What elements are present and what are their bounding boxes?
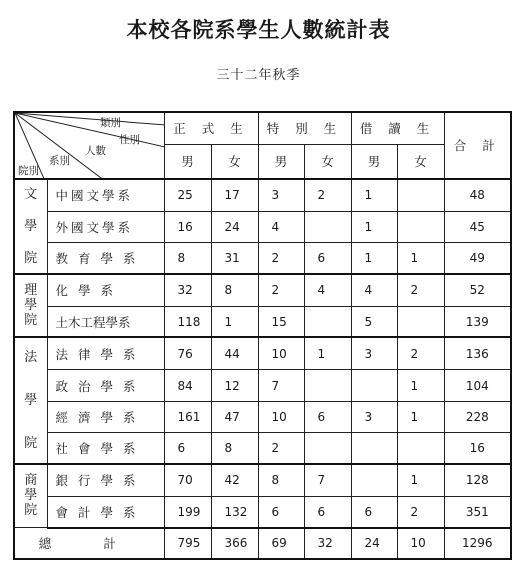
corner-label-category: 類別: [100, 117, 121, 129]
male-header: 男: [164, 144, 211, 178]
statistics-table: [13, 111, 512, 560]
corner-label-department: 系別: [49, 155, 70, 167]
total-cell: 16: [444, 433, 511, 464]
table-row: [14, 433, 511, 464]
value-cell: 8: [164, 242, 211, 273]
value-cell: 5: [351, 306, 397, 337]
value-cell: 31: [211, 242, 258, 273]
value-cell: 47: [211, 401, 258, 432]
total-cell: 52: [444, 274, 511, 306]
value-cell: 16: [164, 211, 211, 242]
value-cell: [397, 306, 444, 337]
value-cell: 24: [211, 211, 258, 242]
department-name: 政 治 學 系: [47, 370, 164, 401]
value-cell: 6: [258, 496, 304, 527]
value-cell: [397, 433, 444, 464]
value-cell: [351, 370, 397, 401]
total-cell: 228: [444, 401, 511, 432]
value-cell: 118: [164, 306, 211, 337]
table-row: [14, 179, 511, 211]
grand-total-value: 10: [397, 528, 444, 559]
value-cell: 32: [164, 274, 211, 306]
page-subtitle: 三十二年秋季: [216, 68, 301, 83]
value-cell: 199: [164, 496, 211, 527]
grand-total-value: 32: [304, 528, 351, 559]
value-cell: 3: [351, 401, 397, 432]
value-cell: 84: [164, 370, 211, 401]
value-cell: 2: [397, 496, 444, 527]
group-header-special: 特 別 生: [258, 112, 351, 144]
department-name: 化 學 系: [47, 274, 164, 306]
female-header: 女: [397, 144, 444, 178]
value-cell: 132: [211, 496, 258, 527]
college-cell-science: 理 學 院: [14, 274, 47, 338]
value-cell: 17: [211, 179, 258, 211]
table-row: [14, 274, 511, 306]
department-name: 銀 行 學 系: [47, 464, 164, 496]
table-row: [14, 211, 511, 242]
group-header-regular: 正 式 生: [164, 112, 258, 144]
department-name: 會 計 學 系: [47, 496, 164, 527]
value-cell: 3: [258, 179, 304, 211]
table-row: [14, 464, 511, 496]
value-cell: 70: [164, 464, 211, 496]
value-cell: 44: [211, 337, 258, 369]
grand-total-sum: 1296: [444, 528, 511, 559]
value-cell: 76: [164, 337, 211, 369]
grand-total-row: [14, 528, 511, 559]
value-cell: 1: [351, 242, 397, 273]
grand-total-value: 366: [211, 528, 258, 559]
college-cell-law: 法 學 院: [14, 337, 47, 463]
total-cell: 351: [444, 496, 511, 527]
value-cell: [304, 370, 351, 401]
value-cell: 2: [397, 274, 444, 306]
value-cell: 1: [351, 211, 397, 242]
header-row-groups: [14, 112, 511, 144]
group-header-transfer: 借 讀 生: [351, 112, 444, 144]
value-cell: 6: [164, 433, 211, 464]
value-cell: [304, 433, 351, 464]
value-cell: 4: [351, 274, 397, 306]
value-cell: 7: [304, 464, 351, 496]
value-cell: 8: [211, 274, 258, 306]
value-cell: 6: [351, 496, 397, 527]
grand-total-value: 69: [258, 528, 304, 559]
department-name: 中國文學系: [47, 179, 164, 211]
table-row: [14, 496, 511, 527]
table-row: [14, 337, 511, 369]
value-cell: 8: [258, 464, 304, 496]
value-cell: 42: [211, 464, 258, 496]
table-row: [14, 401, 511, 432]
total-cell: 49: [444, 242, 511, 273]
value-cell: 10: [258, 337, 304, 369]
value-cell: 6: [304, 496, 351, 527]
corner-label-college: 院別: [18, 165, 39, 177]
department-name: 法 律 學 系: [47, 337, 164, 369]
table-row: [14, 370, 511, 401]
value-cell: 1: [304, 337, 351, 369]
value-cell: 1: [351, 179, 397, 211]
value-cell: [397, 179, 444, 211]
value-cell: [351, 433, 397, 464]
grand-total-value: 24: [351, 528, 397, 559]
table-row: [14, 306, 511, 337]
page-title: 本校各院系學生人數統計表: [126, 17, 391, 42]
male-header: 男: [351, 144, 397, 178]
total-cell: 48: [444, 179, 511, 211]
value-cell: 2: [397, 337, 444, 369]
value-cell: [304, 211, 351, 242]
grand-total-value: 795: [164, 528, 211, 559]
value-cell: 1: [211, 306, 258, 337]
total-cell: 139: [444, 306, 511, 337]
college-cell-literature: 文 學 院: [14, 179, 47, 274]
department-name: 土木工程學系: [47, 306, 164, 337]
value-cell: 15: [258, 306, 304, 337]
value-cell: 25: [164, 179, 211, 211]
male-header: 男: [258, 144, 304, 178]
corner-header-cell: [14, 112, 164, 179]
department-name: 社 會 學 系: [47, 433, 164, 464]
college-cell-commerce: 商 學 院: [14, 464, 47, 528]
value-cell: 4: [304, 274, 351, 306]
department-name: 外國文學系: [47, 211, 164, 242]
value-cell: 1: [397, 401, 444, 432]
total-cell: 104: [444, 370, 511, 401]
grand-total-label: 總 計: [14, 528, 164, 559]
female-header: 女: [211, 144, 258, 178]
value-cell: 12: [211, 370, 258, 401]
table-row: [14, 242, 511, 273]
corner-label-gender: 性別: [119, 134, 140, 146]
value-cell: [304, 306, 351, 337]
value-cell: 8: [211, 433, 258, 464]
value-cell: 161: [164, 401, 211, 432]
value-cell: 1: [397, 464, 444, 496]
total-header: 合 計: [444, 112, 511, 179]
value-cell: 1: [397, 242, 444, 273]
value-cell: 2: [304, 179, 351, 211]
value-cell: 6: [304, 401, 351, 432]
value-cell: 10: [258, 401, 304, 432]
corner-label-count: 人數: [85, 145, 106, 157]
value-cell: 7: [258, 370, 304, 401]
total-cell: 45: [444, 211, 511, 242]
value-cell: 2: [258, 242, 304, 273]
department-name: 教 育 學 系: [47, 242, 164, 273]
value-cell: [397, 211, 444, 242]
value-cell: 6: [304, 242, 351, 273]
total-cell: 136: [444, 337, 511, 369]
value-cell: 4: [258, 211, 304, 242]
value-cell: [351, 464, 397, 496]
value-cell: 1: [397, 370, 444, 401]
female-header: 女: [304, 144, 351, 178]
value-cell: 3: [351, 337, 397, 369]
department-name: 經 濟 學 系: [47, 401, 164, 432]
total-cell: 128: [444, 464, 511, 496]
value-cell: 2: [258, 274, 304, 306]
value-cell: 2: [258, 433, 304, 464]
